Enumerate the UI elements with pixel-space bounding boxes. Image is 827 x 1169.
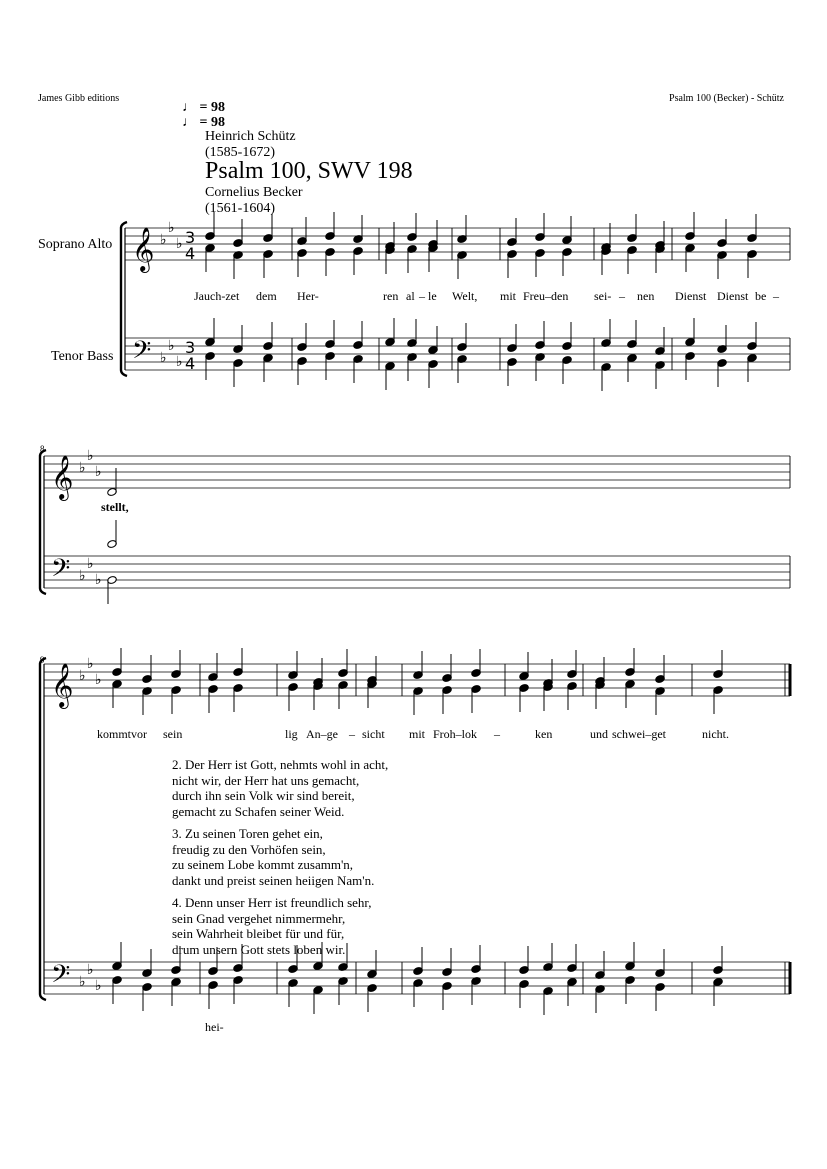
lyric-syllable: Dienst — [717, 289, 749, 303]
lyric-syllable: mit — [409, 727, 426, 741]
lyric-syllable: – — [349, 727, 355, 741]
lyric-syllable: ren — [383, 289, 399, 303]
key-flat-icon: ♭ — [95, 978, 102, 994]
lyric-syllable: ken — [535, 727, 553, 741]
key-flat-icon: ♭ — [87, 656, 94, 672]
instrument-label-lower: Tenor Bass — [51, 349, 114, 364]
key-flat-icon: ♭ — [168, 220, 175, 236]
key-flat-icon: ♭ — [79, 668, 86, 684]
system-bracket — [121, 222, 127, 376]
treble-clef-icon: 𝄞 — [51, 455, 74, 499]
lyric-syllable: An–ge — [306, 727, 338, 741]
lyric-syllable: dem — [256, 289, 277, 303]
lyric-syllable: kommt — [97, 727, 132, 741]
treble-clef-icon: 𝄞 — [51, 663, 74, 707]
lyric-syllable: stellt, — [101, 500, 129, 514]
lyric-syllable: sicht — [362, 727, 385, 741]
system-bracket — [40, 658, 46, 1000]
time-signature-digit: 4 — [185, 244, 196, 263]
measure-number-8: 8 — [40, 444, 45, 454]
key-flat-icon: ♭ — [79, 460, 86, 476]
verse-line: sein Wahrheit bleibet für und für, — [172, 926, 345, 941]
time-signature-digit: 3 — [185, 338, 196, 357]
measure-number-9: 9 — [40, 655, 45, 665]
lyric-syllable: le — [428, 289, 437, 303]
bass-clef-icon: 𝄢 — [51, 960, 71, 995]
lyric-syllable: Welt, — [452, 289, 478, 303]
publisher-label: James Gibb editions — [38, 93, 120, 104]
key-flat-icon: ♭ — [87, 448, 94, 464]
verse-line: gemacht zu Schafen seiner Weid. — [172, 803, 345, 819]
page-title: Psalm 100, SWV 198 — [205, 158, 413, 184]
tempo-mark-2: ♩ = 98 — [182, 115, 225, 130]
key-flat-icon: ♭ — [87, 556, 94, 572]
lyric-syllable: und — [590, 727, 608, 741]
verse-line: nicht wir, der Herr hat uns gemacht, — [172, 772, 360, 788]
lyric-syllable: vor — [131, 727, 147, 741]
lyric-syllable: Jauch-zet — [194, 289, 240, 303]
key-flat-icon: ♭ — [87, 962, 94, 978]
lyric-syllable: nen — [637, 289, 655, 303]
key-flat-icon: ♭ — [176, 236, 183, 252]
lyric-syllable: Dienst — [675, 289, 707, 303]
lyricist-dates: (1561-1604) — [205, 201, 275, 216]
lyric-syllable: schwei–get — [612, 727, 666, 741]
composer-dates: (1585-1672) — [205, 145, 275, 160]
verse-line: drum unsern Gott stets loben wir. — [172, 941, 346, 957]
lyricist-name: Cornelius Becker — [205, 185, 303, 200]
lyric-syllable: sein — [163, 727, 183, 741]
running-title: Psalm 100 (Becker) - Schütz — [669, 93, 784, 104]
verse-2 — [172, 757, 388, 819]
instrument-label-upper: Soprano Alto — [38, 237, 113, 252]
key-flat-icon: ♭ — [176, 354, 183, 370]
lyric-syllable: be — [755, 289, 767, 303]
time-signature-digit: 4 — [185, 354, 196, 373]
lyric-syllable: lig — [285, 727, 298, 741]
key-flat-icon: ♭ — [168, 338, 175, 354]
verse-line: freudig zu den Vorhöfen sein, — [172, 841, 326, 857]
lyric-syllable: – — [619, 289, 625, 303]
key-flat-icon: ♭ — [95, 572, 102, 588]
key-flat-icon: ♭ — [79, 974, 86, 990]
lyric-syllable: al — [406, 289, 415, 303]
lyric-syllable: – — [494, 727, 500, 741]
lyric-syllable: nicht. — [702, 727, 729, 741]
verse-line: zu seinem Lobe kommt zusamm'n, — [172, 857, 354, 872]
lyric-syllable: Her- — [297, 289, 319, 303]
verse-line: sein Gnad vergehet nimmermehr, — [172, 910, 346, 926]
key-flat-icon: ♭ — [95, 464, 102, 480]
verse-line: 4. Denn unser Herr ist freundlich sehr, — [172, 895, 372, 910]
verse-line: 3. Zu seinen Toren gehet ein, — [172, 826, 323, 841]
key-flat-icon: ♭ — [79, 568, 86, 584]
verse-line: 2. Der Herr ist Gott, nehmts wohl in acht, — [172, 757, 389, 772]
tempo-mark-1: ♩ = 98 — [182, 100, 225, 115]
key-flat-icon: ♭ — [160, 232, 167, 248]
bass-clef-icon: 𝄢 — [51, 554, 71, 589]
treble-clef-icon: 𝄞 — [132, 227, 155, 271]
bass-clef-icon: 𝄢 — [132, 336, 152, 371]
key-flat-icon: ♭ — [160, 350, 167, 366]
verse-line: dankt und preist seinen heiigen Nam'n. — [172, 872, 375, 888]
lyric-syllable: Froh–lok — [433, 727, 478, 741]
verse-4 — [172, 895, 371, 957]
lyric-syllable: Freu–den — [523, 289, 569, 303]
time-signature-digit: 3 — [185, 228, 196, 247]
composer-name: Heinrich Schütz — [205, 129, 296, 144]
lyric-syllable: – — [419, 289, 425, 303]
lyric-syllable: sei- — [594, 289, 612, 303]
lyric-syllable: mit — [500, 289, 517, 303]
verse-line: durch ihn sein Volk wir sind bereit, — [172, 788, 355, 803]
lyric-syllable: – — [773, 289, 779, 303]
key-flat-icon: ♭ — [95, 672, 102, 688]
lyric-syllable: hei- — [205, 1020, 224, 1034]
verse-3 — [172, 826, 374, 888]
